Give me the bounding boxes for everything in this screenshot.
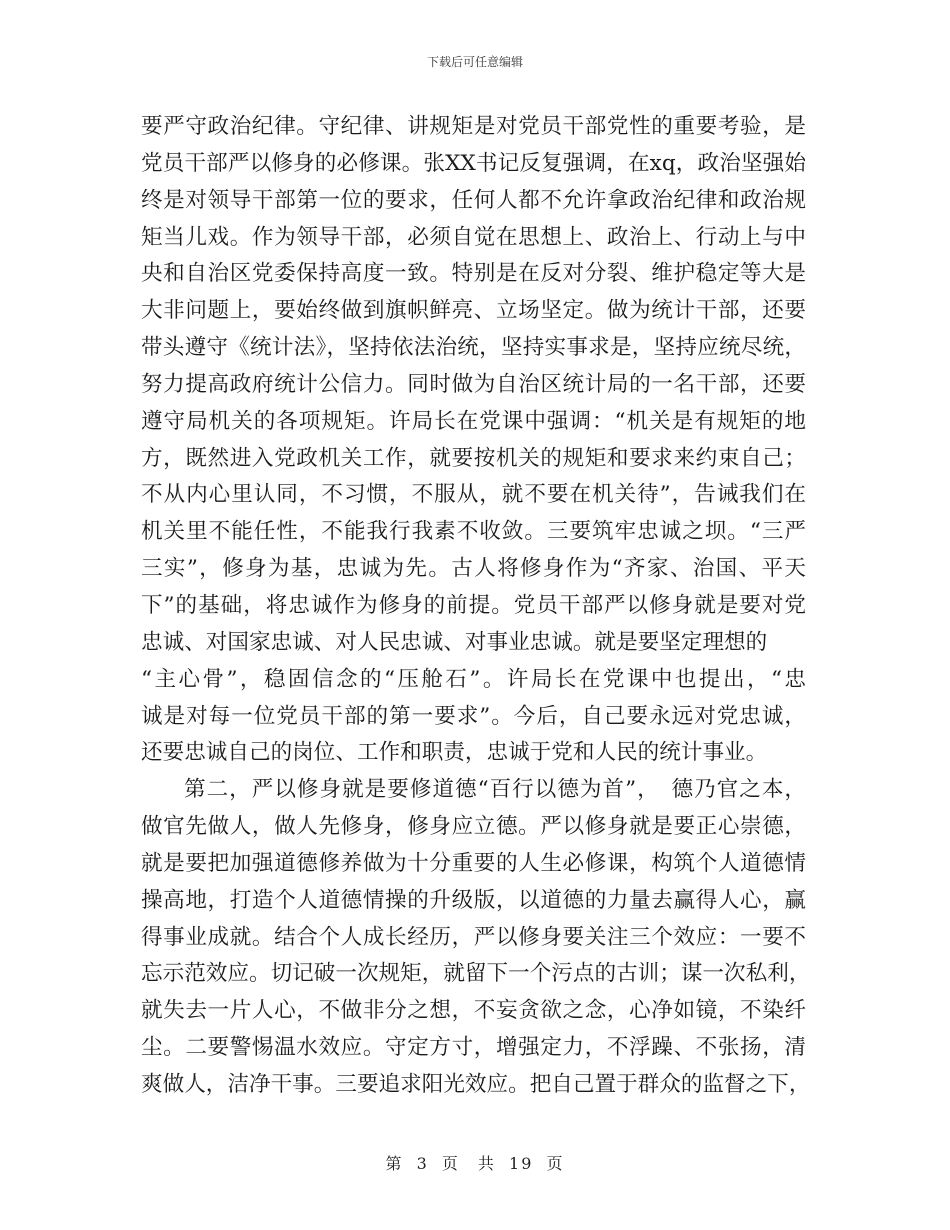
text-line: 大非问题上，要始终做到旗帜鲜亮、立场坚定。做为统计干部，还要	[141, 298, 806, 324]
footer-prefix: 第	[385, 1154, 404, 1173]
text-line: 诚是对每一位党员干部的第一要求”。今后，自己要永远对党忠诚，	[141, 703, 806, 729]
paragraph-2	[141, 772, 811, 1104]
header-note: 下载后可任意编辑	[426, 55, 523, 69]
text-line: 还要忠诚自己的岗位、工作和职责，忠诚于党和人民的统计事业。	[141, 740, 768, 766]
text-line: 下”的基础，将忠诚作为修身的前提。党员干部严以修身就是要对党	[141, 592, 806, 618]
page-number: 3	[416, 1154, 429, 1173]
text-line: 就是要把加强道德修养做为十分重要的人生必修课，构筑个人道德情	[141, 850, 806, 876]
text-line: 方，既然进入党政机关工作，就要按机关的规矩和要求来约束自己；	[141, 445, 806, 471]
text-line: “主心骨”，稳固信念的“压舱石”。许局长在党课中也提出，“忠	[141, 666, 806, 692]
text-line: 就失去一片人心，不做非分之想，不妄贪欲之念，心净如镜，不染纤	[141, 998, 806, 1024]
text-line: 党员干部严以修身的必修课。张XX书记反复强调，在xq，政治坚强始	[141, 150, 806, 176]
text-line: 得事业成就。结合个人成长经历，严以修身要关注三个效应：一要不	[141, 924, 806, 950]
text-line: 矩当儿戏。作为领导干部，必须自觉在思想上、政治上、行动上与中	[141, 224, 806, 250]
text-line: 第二，严以修身就是要修道德“百行以德为首”， 德乃官之本，	[184, 777, 806, 803]
footer-middle: 页 共	[441, 1154, 496, 1173]
text-line: 忠诚、对国家忠诚、对人民忠诚、对事业忠诚。就是要坚定理想的	[141, 629, 768, 655]
text-line: 机关里不能任性，不能我行我素不收敛。三要筑牢忠诚之坝。“三严	[141, 519, 806, 545]
paragraph-1	[141, 109, 806, 772]
page-header	[0, 54, 950, 70]
text-line: 尘。二要警惕温水效应。守定方寸，增强定力，不浮躁、不张扬，清	[141, 1035, 806, 1061]
text-line: 爽做人，洁净干事。三要追求阳光效应。把自己置于群众的监督之下，	[141, 1071, 811, 1097]
text-line: 三实”，修身为基，忠诚为先。古人将修身作为“齐家、治国、平天	[141, 556, 806, 582]
footer-suffix: 页	[546, 1154, 565, 1173]
text-line: 终是对领导干部第一位的要求，任何人都不允许拿政治纪律和政治规	[141, 187, 806, 213]
text-line: 遵守局机关的各项规矩。许局长在党课中强调：“机关是有规矩的地	[141, 408, 806, 434]
page-footer	[0, 1153, 950, 1175]
document-body	[141, 109, 811, 1104]
text-line: 忘示范效应。切记破一次规矩，就留下一个污点的古训；谋一次私利，	[141, 961, 811, 987]
text-line: 做官先做人，做人先修身，修身应立德。严以修身就是要正心崇德，	[141, 814, 806, 840]
text-line: 努力提高政府统计公信力。同时做为自治区统计局的一名干部，还要	[141, 371, 806, 397]
total-pages: 19	[509, 1154, 534, 1173]
text-line: 操高地，打造个人道德情操的升级版，以道德的力量去赢得人心，赢	[141, 887, 806, 913]
text-line: 带头遵守《统计法》，坚持依法治统，坚持实事求是，坚持应统尽统，	[141, 335, 806, 361]
text-line: 要严守政治纪律。守纪律、讲规矩是对党员干部党性的重要考验，是	[141, 114, 806, 139]
text-line: 不从内心里认同，不习惯，不服从，就不要在机关待”，告诫我们在	[141, 482, 806, 508]
text-line: 央和自治区党委保持高度一致。特别是在反对分裂、维护稳定等大是	[141, 261, 806, 287]
